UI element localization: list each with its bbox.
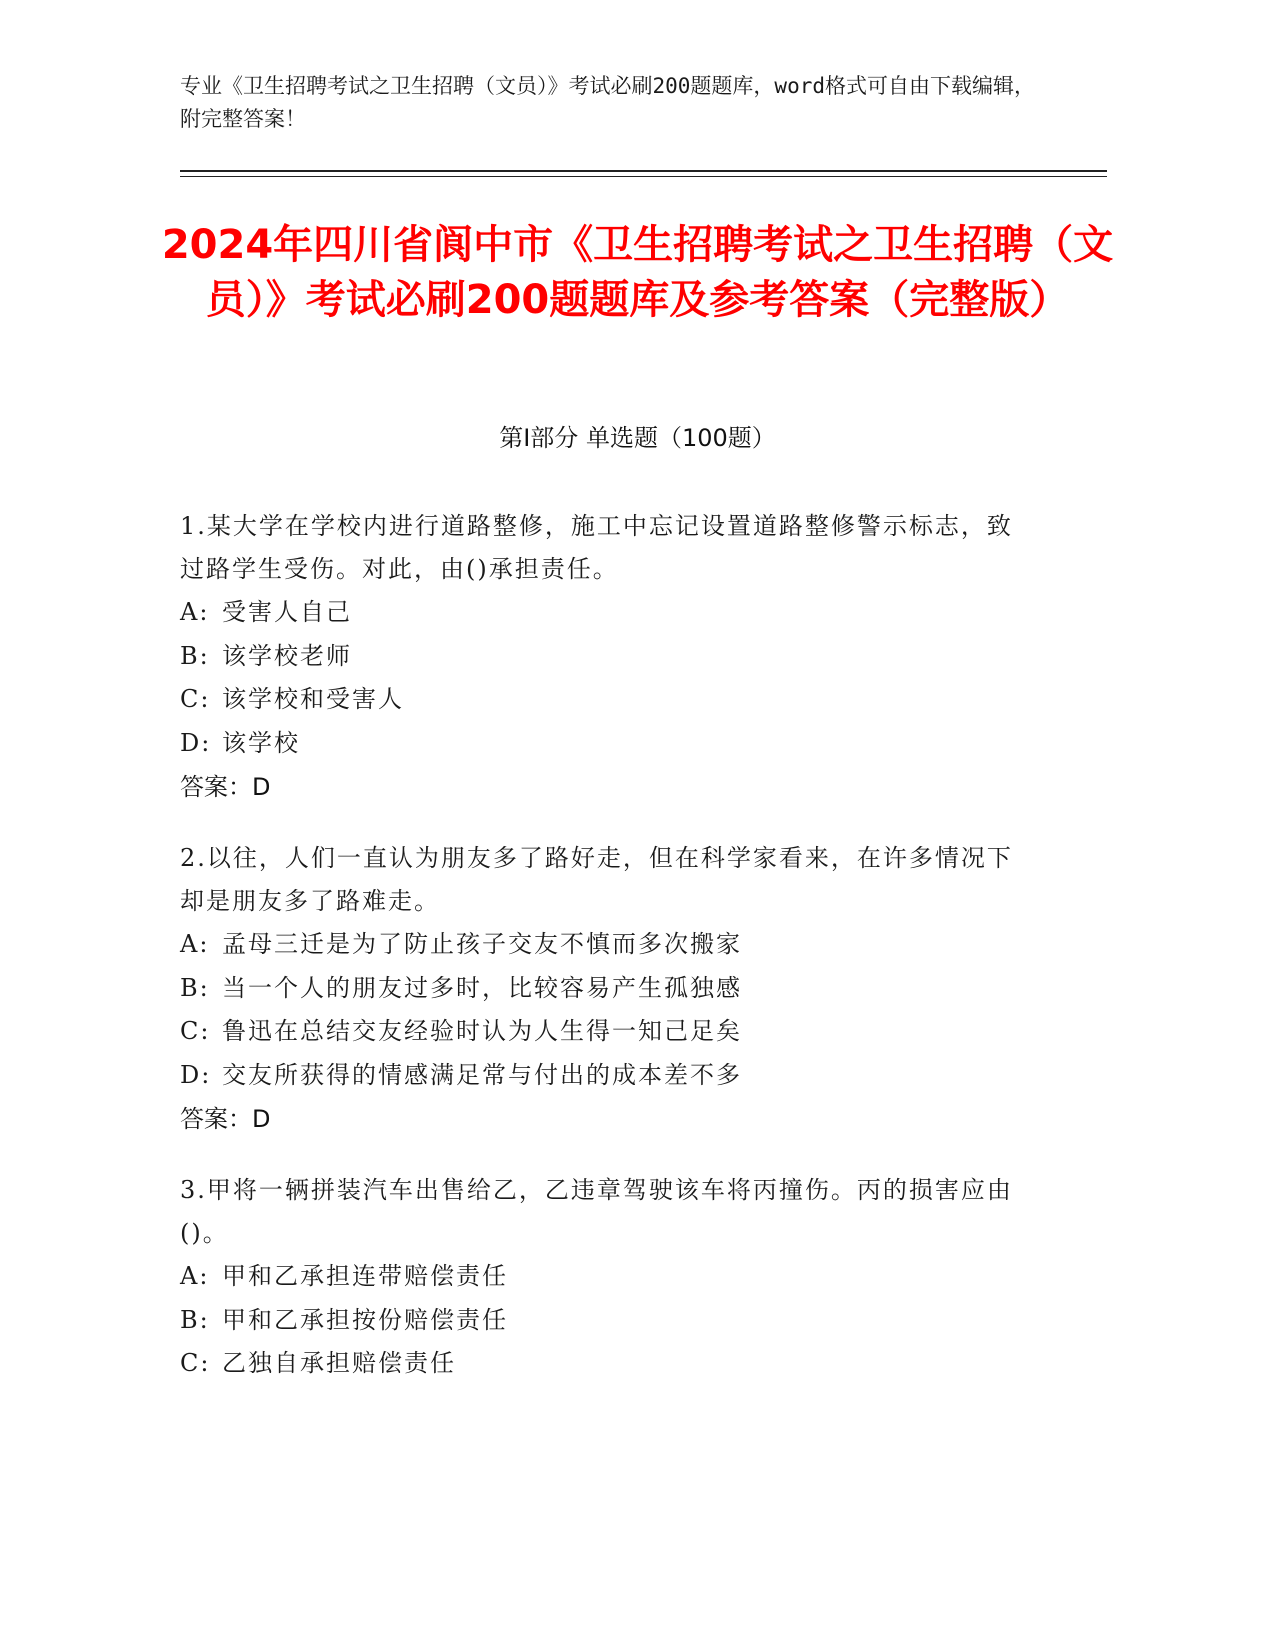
option-b xyxy=(180,635,1020,679)
header-divider-thin xyxy=(180,176,1107,177)
document-intro: 专业《卫生招聘考试之卫生招聘（文员）》考试必刷200题题库，word格式可自由下载编辑，附完整答案！ xyxy=(180,74,1035,131)
option-text: 该学校老师 xyxy=(222,641,352,670)
question-item xyxy=(180,1169,1020,1386)
option-key: C: xyxy=(180,685,211,713)
option-key: A: xyxy=(180,930,210,958)
option-key: A: xyxy=(180,1262,210,1290)
option-text: 鲁迅在总结交友经验时认为人生得一知己足矣 xyxy=(222,1017,742,1045)
question-stem: 2.以往，人们一直认为朋友多了路好走，但在科学家看来，在许多情况下却是朋友多了路难走。 xyxy=(180,844,1013,915)
option-a xyxy=(180,1255,1020,1299)
option-b xyxy=(180,967,1020,1011)
document-title: 2024年四川省阆中市《卫生招聘考试之卫生招聘（文员）》考试必刷200题题库及参考答案（完整版） xyxy=(161,222,1114,323)
section-heading: 第Ⅰ部分 单选题（100题） xyxy=(499,424,776,452)
question-item xyxy=(180,837,1020,1141)
question-list xyxy=(180,505,1020,1414)
option-a xyxy=(180,923,1020,967)
option-text: 甲和乙承担连带赔偿责任 xyxy=(222,1262,508,1290)
question-stem: 1.某大学在学校内进行道路整修，施工中忘记设置道路整修警示标志，致过路学生受伤。对此，由()承担责任。 xyxy=(180,512,1013,583)
option-key: B: xyxy=(180,1305,210,1334)
option-text: 该学校和受害人 xyxy=(222,685,404,713)
option-b xyxy=(180,1299,1020,1343)
option-a xyxy=(180,591,1020,635)
question-stem: 3.甲将一辆拼装汽车出售给乙，乙违章驾驶该车将丙撞伤。丙的损害应由()。 xyxy=(180,1176,1013,1247)
answer-line: 答案：D xyxy=(180,1105,271,1133)
option-key: B: xyxy=(180,973,210,1002)
option-c xyxy=(180,678,1020,722)
option-text: 该学校 xyxy=(222,728,300,757)
option-text: 交友所获得的情感满足常与付出的成本差不多 xyxy=(222,1060,742,1089)
option-c xyxy=(180,1010,1020,1054)
option-text: 受害人自己 xyxy=(222,598,352,626)
option-d xyxy=(180,1054,1020,1098)
answer-line: 答案：D xyxy=(180,773,271,801)
option-key: C: xyxy=(180,1017,211,1045)
option-key: C: xyxy=(180,1349,211,1377)
option-key: D: xyxy=(180,1060,212,1089)
option-key: B: xyxy=(180,641,210,670)
option-key: D: xyxy=(180,728,212,757)
option-text: 甲和乙承担按份赔偿责任 xyxy=(222,1305,508,1334)
option-key: A: xyxy=(180,598,210,626)
option-text: 当一个人的朋友过多时，比较容易产生孤独感 xyxy=(222,973,742,1002)
option-d xyxy=(180,722,1020,766)
header-divider xyxy=(180,170,1107,172)
option-text: 乙独自承担赔偿责任 xyxy=(222,1349,456,1377)
option-c xyxy=(180,1342,1020,1386)
question-item xyxy=(180,505,1020,809)
option-text: 孟母三迁是为了防止孩子交友不慎而多次搬家 xyxy=(222,930,742,958)
